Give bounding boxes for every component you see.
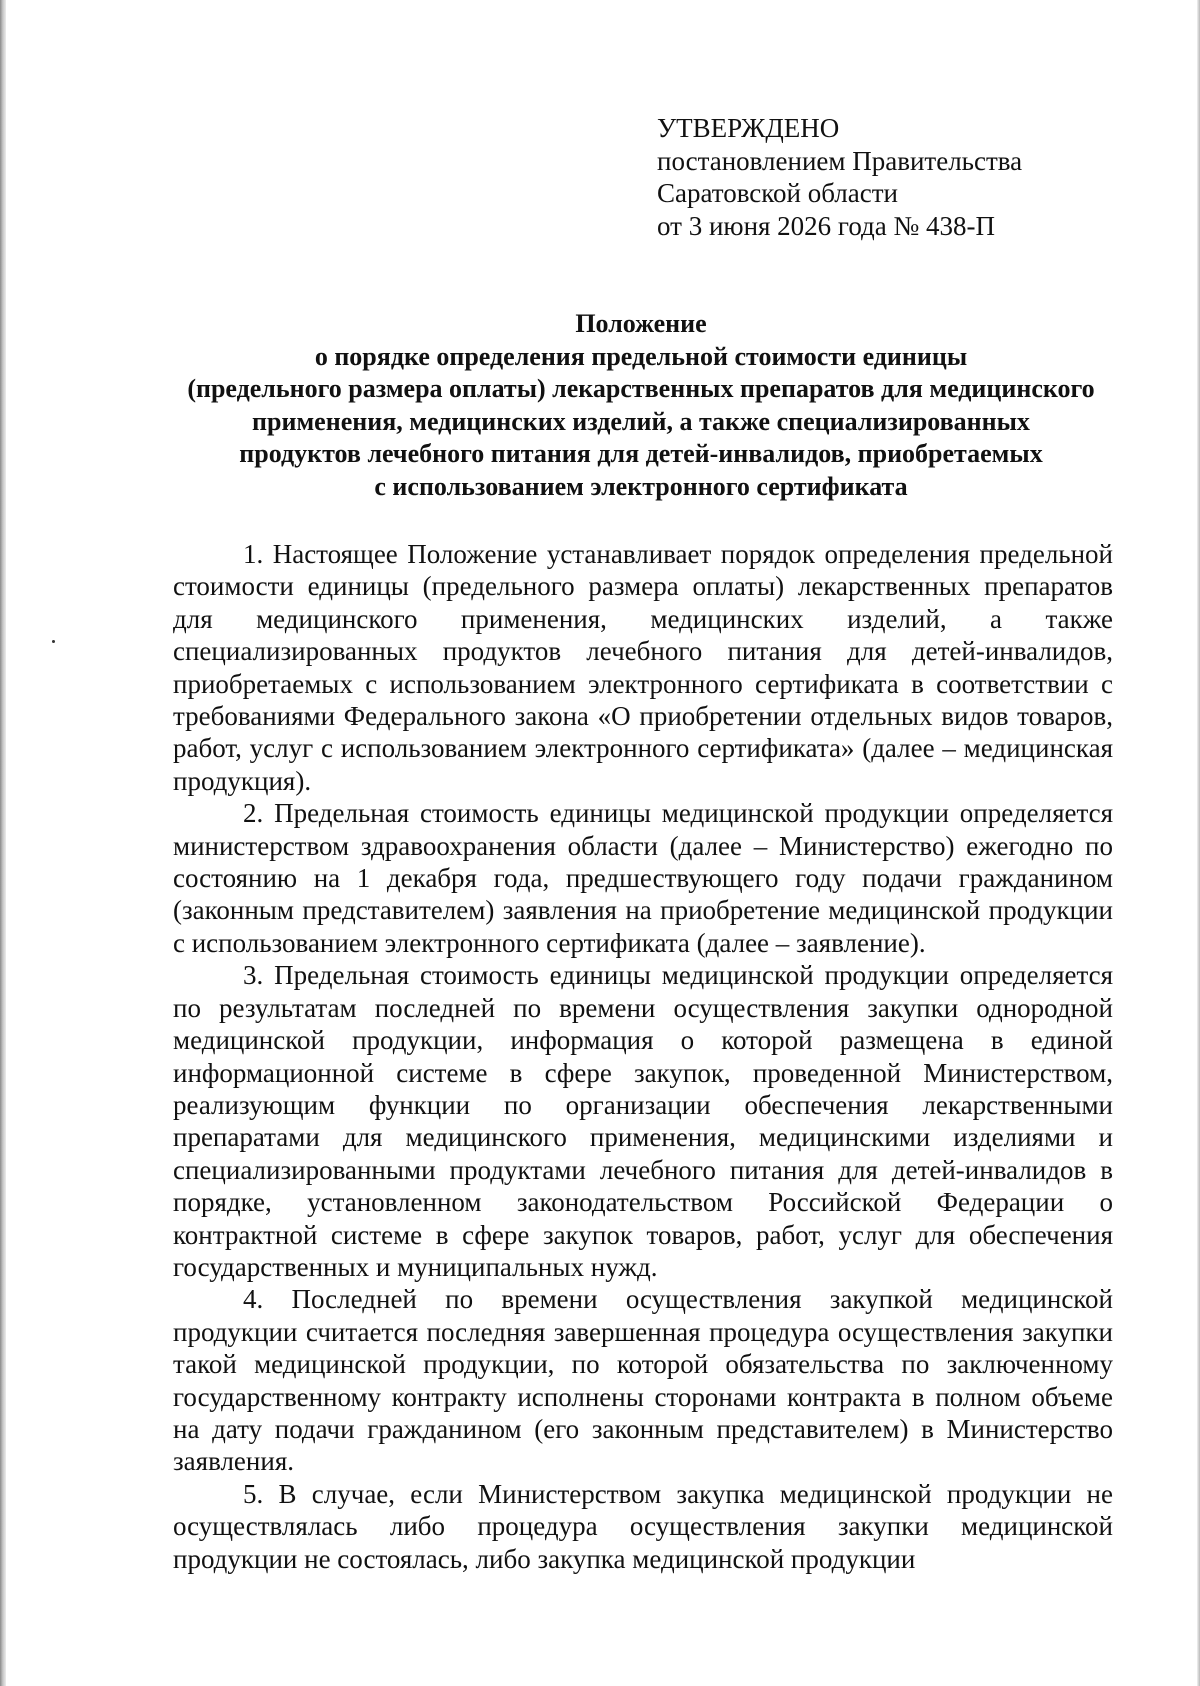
title-line-1: Положение (575, 309, 707, 338)
approval-block (657, 112, 1117, 242)
approval-line-3: от 3 июня 2026 года № 438-П (657, 210, 996, 241)
paragraph-2: 2. Предельная стоимость единицы медицинской продукции определяется министерством здравоохранения области (далее – Министерство) ежегодно по состоянию на 1 декабря года, предшествующего году подачи гражданином (законным представителем) заявления на приобретение медицинской продукции с использованием электронного сертификата (далее – заявление). (173, 798, 1113, 958)
title-line-6: с использованием электронного сертификата (374, 471, 908, 501)
paragraph-4: 4. Последней по времени осуществления закупкой медицинской продукции считается последняя завершенная процедура осуществления закупки такой медицинской продукции, по которой обязательства по заключенному государственному контракту исполнены сторонами контракта в полном объеме на дату подачи гражданином (его законным представителем) в Министерство заявления. (173, 1284, 1113, 1477)
title-line-2: о порядке определения предельной стоимости единицы (314, 341, 968, 371)
title-line-3: (предельного размера оплаты) лекарственных препаратов для медицинского (187, 374, 1095, 404)
paragraph-3: 3. Предельная стоимость единицы медицинской продукции определяется по результатам последней по времени осуществления закупки однородной медицинской продукции, информация о которой размещена в единой информационной системе в сфере закупок, проведенной Министерством, реализующим функции по организации обеспечения лекарственными препаратами для медицинского применения, медицинскими изделиями и специализированными продуктами лечебного питания для детей-инвалидов в порядке, установленном законодательством Российской Федерации о контрактной системе в сфере закупок товаров, работ, услуг для обеспечения государственных и муниципальных нужд. (173, 960, 1113, 1282)
paragraph-5: 5. В случае, если Министерством закупка медицинской продукции не осуществлялась либо процедура осуществления закупки медицинской продукции не состоялась, либо закупка медицинской продукции (173, 1478, 1113, 1574)
scan-left-edge (0, 0, 6, 1686)
approval-line-2: Саратовской области (657, 178, 898, 208)
approval-heading: УТВЕРЖДЕНО (657, 113, 840, 143)
document-body (173, 538, 1113, 1575)
scan-speck (52, 640, 55, 643)
approval-line-1: постановлением Правительства (657, 145, 1023, 176)
title-line-5: продуктов лечебного питания для детей-инвалидов, приобретаемых (239, 439, 1043, 469)
document-title (160, 308, 1122, 504)
paragraph-1: 1. Настоящее Положение устанавливает порядок определения предельной стоимости единицы (предельного размера оплаты) лекарственных препаратов для медицинского применения, медицинских изделий, а также специализированных продуктов лечебного питания для детей-инвалидов, приобретаемых с использованием электронного сертификата в соответствии с требованиями Федерального закона «О приобретении отдельных видов товаров, работ, услуг с использованием электронного сертификата» (далее – медицинская продукция). (173, 539, 1113, 796)
title-line-4: применения, медицинских изделий, а также специализированных (252, 406, 1030, 436)
